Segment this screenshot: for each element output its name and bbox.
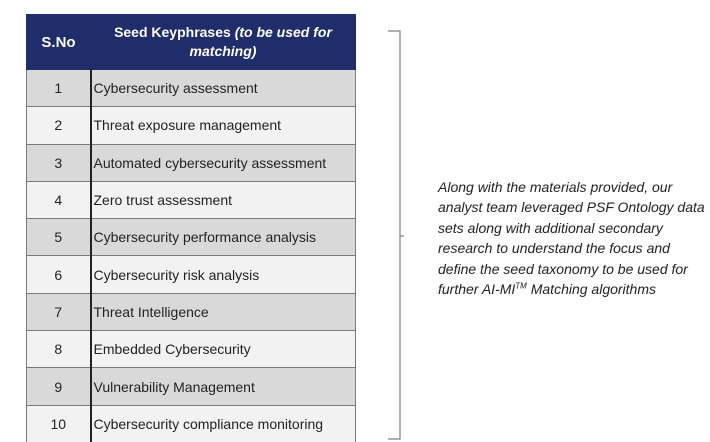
trademark-superscript: TM bbox=[515, 281, 527, 291]
table-row bbox=[27, 219, 356, 256]
row-number: 1 bbox=[27, 70, 91, 107]
row-number: 2 bbox=[27, 107, 91, 144]
methodology-note bbox=[438, 177, 710, 299]
row-number: 10 bbox=[27, 405, 91, 442]
row-number: 7 bbox=[27, 293, 91, 330]
row-keyphrase: Embedded Cybersecurity bbox=[91, 331, 356, 368]
table-row bbox=[27, 144, 356, 181]
row-keyphrase: Cybersecurity risk analysis bbox=[91, 256, 356, 293]
column-header-keyphrases-main: Seed Keyphrases bbox=[114, 24, 231, 40]
row-number: 8 bbox=[27, 331, 91, 368]
methodology-note-text-end: Matching algorithms bbox=[526, 281, 657, 298]
row-number: 9 bbox=[27, 368, 91, 405]
row-keyphrase: Threat Intelligence bbox=[91, 293, 356, 330]
table-row bbox=[27, 405, 356, 442]
table-row bbox=[27, 256, 356, 293]
column-header-keyphrases bbox=[91, 15, 356, 70]
table-row bbox=[27, 70, 356, 107]
row-keyphrase: Threat exposure management bbox=[91, 107, 356, 144]
row-number: 6 bbox=[27, 256, 91, 293]
seed-keyphrases-table-container bbox=[26, 14, 356, 442]
row-keyphrase: Cybersecurity compliance monitoring bbox=[91, 405, 356, 442]
table-row bbox=[27, 368, 356, 405]
seed-keyphrases-table bbox=[26, 14, 356, 442]
row-number: 4 bbox=[27, 181, 91, 218]
column-header-keyphrases-note: (to be used for matching) bbox=[189, 24, 332, 59]
row-keyphrase: Automated cybersecurity assessment bbox=[91, 144, 356, 181]
table-row bbox=[27, 181, 356, 218]
table-row bbox=[27, 107, 356, 144]
methodology-note-text: Along with the materials provided, our analyst team leveraged PSF Ontology data sets along with additional secondary research to understand the focus and define the seed taxonomy to be used for further AI-MI bbox=[438, 179, 705, 298]
row-keyphrase: Cybersecurity performance analysis bbox=[91, 219, 356, 256]
table-row bbox=[27, 331, 356, 368]
row-keyphrase: Vulnerability Management bbox=[91, 368, 356, 405]
table-header-row bbox=[27, 15, 356, 70]
row-number: 3 bbox=[27, 144, 91, 181]
row-keyphrase: Cybersecurity assessment bbox=[91, 70, 356, 107]
table-row bbox=[27, 293, 356, 330]
row-keyphrase: Zero trust assessment bbox=[91, 181, 356, 218]
column-header-sno: S.No bbox=[27, 15, 91, 70]
right-bracket-icon bbox=[386, 30, 404, 440]
row-number: 5 bbox=[27, 219, 91, 256]
